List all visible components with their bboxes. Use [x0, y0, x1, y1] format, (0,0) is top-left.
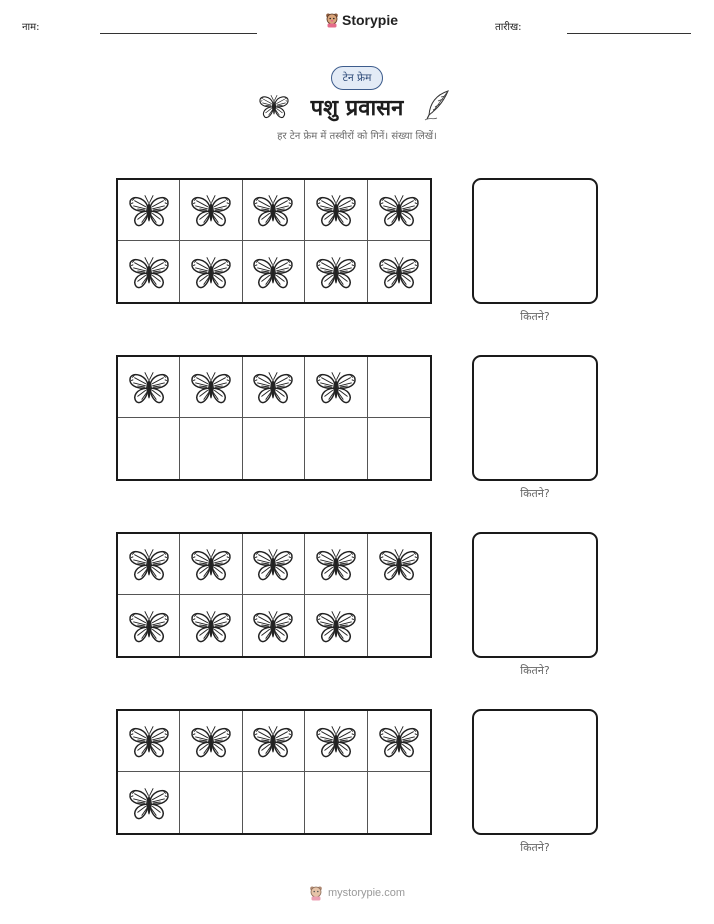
how-many-label: कितने?	[520, 841, 550, 854]
ten-frame-cell	[180, 711, 242, 772]
answer-box[interactable]	[472, 178, 598, 304]
ten-frame-cell	[305, 595, 367, 656]
butterfly-icon	[315, 253, 357, 291]
butterfly-icon	[128, 784, 170, 822]
ten-frame-cell	[118, 418, 180, 479]
ten-frame-cell	[118, 534, 180, 595]
ten-frame-cell	[180, 595, 242, 656]
butterfly-icon	[128, 191, 170, 229]
date-field[interactable]	[567, 33, 691, 34]
ten-frame-cell	[118, 180, 180, 241]
brand-logo	[325, 12, 398, 28]
ten-frame-cell	[243, 711, 305, 772]
butterfly-icon	[378, 191, 420, 229]
ten-frame-cell	[180, 357, 242, 418]
ten-frame-cell	[243, 241, 305, 302]
name-field[interactable]	[100, 33, 257, 34]
ten-frame-cell	[305, 180, 367, 241]
feather-quill-icon	[424, 89, 452, 121]
butterfly-icon	[315, 368, 357, 406]
ten-frame-cell	[180, 534, 242, 595]
ten-frame-cell	[243, 534, 305, 595]
ten-frame-cell	[305, 241, 367, 302]
footer	[0, 885, 714, 901]
storypie-mascot-icon	[309, 885, 323, 901]
ten-frame	[116, 709, 432, 835]
ten-frame-cell	[368, 711, 430, 772]
butterfly-icon	[252, 545, 294, 583]
butterfly-icon	[128, 368, 170, 406]
butterfly-icon	[128, 253, 170, 291]
butterfly-icon	[252, 722, 294, 760]
ten-frame-cell	[180, 772, 242, 833]
ten-frame-cell	[118, 772, 180, 833]
ten-frame-cell	[305, 711, 367, 772]
ten-frame-cell	[118, 357, 180, 418]
butterfly-icon	[190, 545, 232, 583]
ten-frame-cell	[118, 595, 180, 656]
worksheet-title: पशु प्रवासन	[310, 96, 404, 121]
butterfly-icon	[315, 722, 357, 760]
ten-frame	[116, 178, 432, 304]
answer-box[interactable]	[472, 355, 598, 481]
ten-frame-cell	[118, 241, 180, 302]
butterfly-icon	[128, 545, 170, 583]
ten-frame-cell	[243, 418, 305, 479]
storypie-mascot-icon	[325, 12, 339, 28]
butterfly-icon	[190, 607, 232, 645]
ten-frame-cell	[305, 772, 367, 833]
ten-frame-cell	[243, 180, 305, 241]
ten-frame-cell	[368, 241, 430, 302]
name-label: नाम:	[22, 22, 40, 33]
butterfly-icon	[190, 191, 232, 229]
how-many-label: कितने?	[520, 310, 550, 323]
brand-name: Storypie	[342, 12, 399, 28]
how-many-label: कितने?	[520, 664, 550, 677]
ten-frame-cell	[180, 418, 242, 479]
butterfly-icon	[252, 607, 294, 645]
ten-frame-cell	[368, 595, 430, 656]
ten-frame-cell	[180, 180, 242, 241]
ten-frame-cell	[243, 772, 305, 833]
ten-frame-cell	[305, 357, 367, 418]
ten-frame-cell	[305, 418, 367, 479]
ten-frame-cell	[305, 534, 367, 595]
ten-frame	[116, 355, 432, 481]
butterfly-icon	[252, 368, 294, 406]
answer-box[interactable]	[472, 532, 598, 658]
butterfly-icon	[252, 191, 294, 229]
butterfly-icon	[190, 253, 232, 291]
butterfly-icon	[128, 722, 170, 760]
butterfly-icon	[315, 191, 357, 229]
how-many-label: कितने?	[520, 487, 550, 500]
butterfly-icon	[378, 545, 420, 583]
butterfly-icon	[378, 253, 420, 291]
instructions: हर टेन फ्रेम में तस्वीरों को गिनें। संख्या लिखें।	[277, 131, 437, 142]
butterfly-icon	[315, 607, 357, 645]
ten-frame-cell	[180, 241, 242, 302]
ten-frame-cell	[368, 357, 430, 418]
ten-frame-cell	[243, 357, 305, 418]
butterfly-icon	[315, 545, 357, 583]
butterfly-icon	[252, 253, 294, 291]
date-label: तारीख:	[495, 22, 522, 33]
ten-frame-cell	[368, 534, 430, 595]
ten-frame-cell	[243, 595, 305, 656]
butterfly-icon	[128, 607, 170, 645]
topic-tag: टेन फ्रेम	[331, 66, 383, 90]
butterfly-icon	[378, 722, 420, 760]
ten-frame-cell	[368, 180, 430, 241]
answer-box[interactable]	[472, 709, 598, 835]
butterfly-icon	[190, 722, 232, 760]
butterfly-icon	[190, 368, 232, 406]
footer-site: mystorypie.com	[327, 887, 406, 899]
ten-frame	[116, 532, 432, 658]
ten-frame-cell	[368, 772, 430, 833]
ten-frame-cell	[118, 711, 180, 772]
ten-frame-cell	[368, 418, 430, 479]
